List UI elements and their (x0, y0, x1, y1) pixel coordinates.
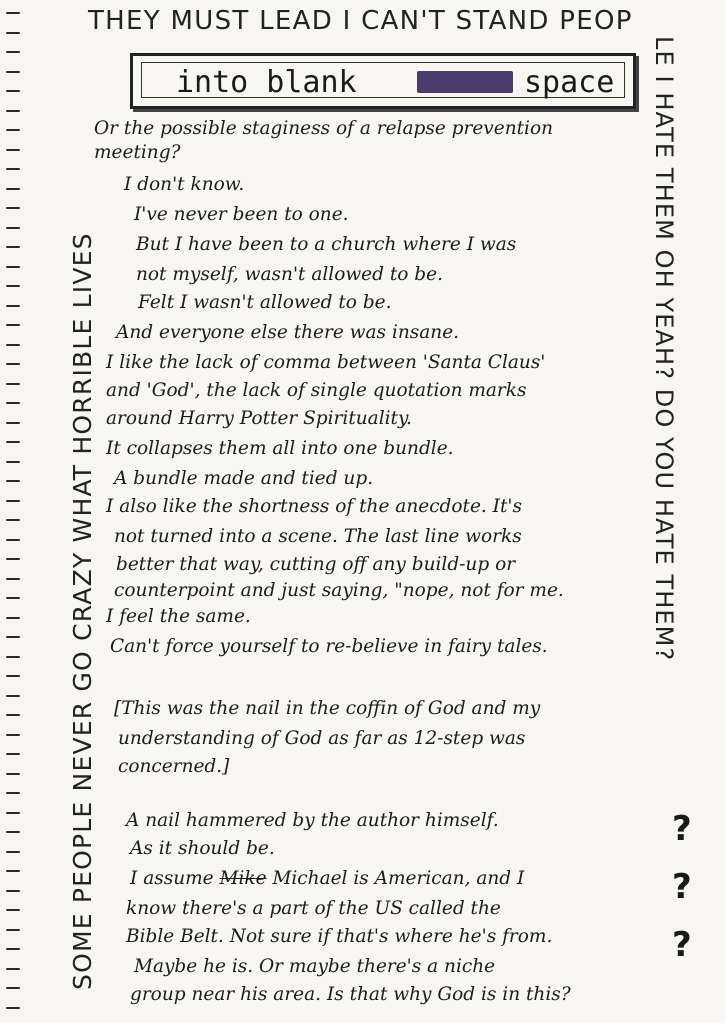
spiral-binding (0, 0, 26, 1023)
binding-hole (6, 383, 20, 385)
binding-hole (6, 285, 20, 287)
text-line: around Harry Potter Spirituality. (106, 408, 412, 429)
binding-hole (6, 344, 20, 346)
binding-hole (6, 51, 20, 53)
binding-hole (6, 539, 20, 541)
binding-hole (6, 968, 20, 970)
binding-hole (6, 422, 20, 424)
binding-hole (6, 597, 20, 599)
binding-hole (6, 441, 20, 443)
text-line: meeting? (94, 142, 181, 163)
title-box (130, 53, 636, 109)
question-marks: ? ? ? (672, 809, 692, 965)
text-line: Can't force yourself to re-believe in fairy tales. (110, 636, 548, 657)
text-line: It collapses them all into one bundle. (106, 438, 454, 459)
text-line: I like the lack of comma between 'Santa Claus' (106, 352, 546, 373)
binding-hole (6, 695, 20, 697)
text-line: Felt I wasn't allowed to be. (138, 292, 392, 313)
right-margin-question-marks (672, 800, 692, 974)
text-line: counterpoint and just saying, "nope, not for me. (114, 580, 564, 601)
redaction-mark (417, 71, 513, 93)
text-line: know there's a part of the US called the (126, 898, 501, 919)
header-text: THEY MUST LEAD I CAN'T STAND PEOP (88, 6, 633, 36)
left-margin-text: SOME PEOPLE NEVER GO CRAZY WHAT HORRIBLE LIVES (68, 232, 97, 990)
text-line: [This was the nail in the coffin of God and my (114, 698, 541, 719)
text-line: not myself, wasn't allowed to be. (136, 264, 443, 285)
binding-hole (6, 402, 20, 404)
binding-hole (6, 636, 20, 638)
binding-hole (6, 558, 20, 560)
binding-hole (6, 929, 20, 931)
right-margin-text: LE I HATE THEM OH YEAH? DO YOU HATE THEM? (650, 36, 678, 662)
title-inner-frame (141, 62, 625, 98)
text-line: But I have been to a church where I was (136, 234, 517, 255)
text-line: group near his area. Is that why God is in this? (130, 984, 571, 1005)
binding-hole (6, 714, 20, 716)
binding-hole (6, 363, 20, 365)
assume-text: I assume (130, 868, 214, 889)
binding-hole (6, 168, 20, 170)
binding-hole (6, 110, 20, 112)
binding-hole (6, 90, 20, 92)
binding-hole (6, 305, 20, 307)
text-line: And everyone else there was insane. (116, 322, 460, 343)
binding-hole (6, 578, 20, 580)
text-line (130, 868, 524, 889)
binding-hole (6, 792, 20, 794)
binding-hole (6, 617, 20, 619)
binding-hole (6, 870, 20, 872)
binding-hole (6, 812, 20, 814)
text-line: Or the possible staginess of a relapse prevention (94, 118, 554, 139)
text-line: I don't know. (124, 174, 245, 195)
text-line: Maybe he is. Or maybe there's a niche (134, 956, 496, 977)
binding-hole (6, 753, 20, 755)
text-line: not turned into a scene. The last line works (114, 526, 522, 547)
binding-hole (6, 656, 20, 658)
binding-hole (6, 188, 20, 190)
binding-hole (6, 890, 20, 892)
binding-hole (6, 948, 20, 950)
text-line: better that way, cutting off any build-up or (116, 554, 516, 575)
assume-rest: Michael is American, and I (272, 868, 525, 889)
binding-hole (6, 246, 20, 248)
text-line: and 'God', the lack of single quotation marks (106, 380, 527, 401)
binding-hole (6, 266, 20, 268)
binding-hole (6, 461, 20, 463)
binding-hole (6, 207, 20, 209)
struck-word: Mike (219, 868, 267, 889)
binding-hole (6, 12, 20, 14)
binding-hole (6, 480, 20, 482)
title-right: space (524, 65, 615, 100)
binding-hole (6, 71, 20, 73)
binding-hole (6, 324, 20, 326)
title-left: into blank (176, 65, 357, 100)
binding-hole (6, 909, 20, 911)
binding-hole (6, 1007, 20, 1009)
text-line: A bundle made and tied up. (114, 468, 374, 489)
binding-hole (6, 987, 20, 989)
binding-hole (6, 851, 20, 853)
text-line: As it should be. (130, 838, 275, 859)
binding-hole (6, 734, 20, 736)
text-line: understanding of God as far as 12-step was (118, 728, 526, 749)
binding-hole (6, 32, 20, 34)
text-line: I also like the shortness of the anecdote. It's (106, 496, 522, 517)
binding-hole (6, 675, 20, 677)
text-line: I've never been to one. (134, 204, 349, 225)
text-line: concerned.] (118, 756, 230, 777)
binding-hole (6, 149, 20, 151)
binding-hole (6, 500, 20, 502)
binding-hole (6, 773, 20, 775)
binding-hole (6, 831, 20, 833)
binding-hole (6, 519, 20, 521)
text-line: A nail hammered by the author himself. (126, 810, 499, 831)
binding-hole (6, 129, 20, 131)
text-line: Bible Belt. Not sure if that's where he's from. (126, 926, 553, 947)
text-line: I feel the same. (106, 606, 251, 627)
binding-hole (6, 227, 20, 229)
